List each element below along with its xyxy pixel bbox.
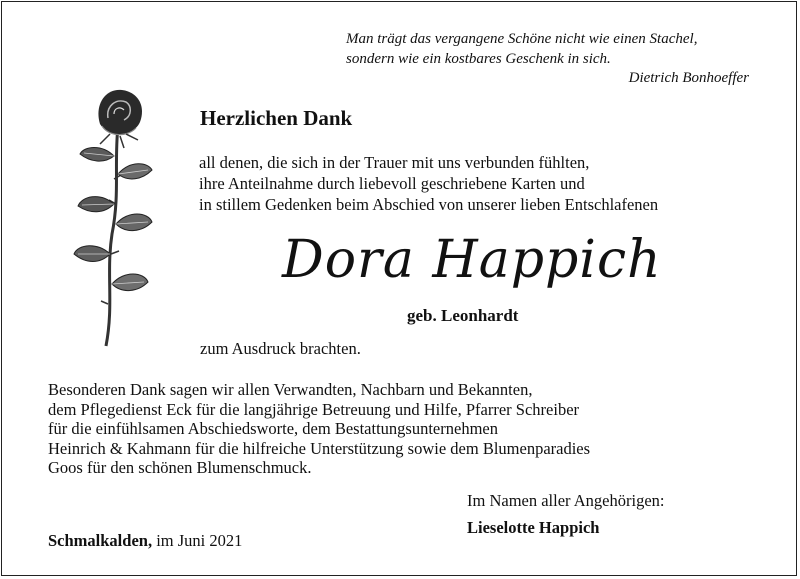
behalf-line: Im Namen aller Angehörigen: (467, 491, 665, 510)
heading: Herzlichen Dank (200, 106, 353, 130)
maiden-name: geb. Leonhardt (407, 306, 519, 325)
quote-line: sondern wie ein kostbares Geschenk in sich. (346, 51, 611, 67)
notice-frame (1, 1, 797, 576)
thanks-text (48, 380, 768, 478)
thanks-line: Besonderen Dank sagen wir allen Verwandten, Nachbarn und Bekannten, (48, 380, 533, 399)
thanks-line: Heinrich & Kahmann für die hilfreiche Unterstützung sowie dem Blumenparadies (48, 438, 591, 458)
closing-line: zum Ausdruck brachten. (200, 339, 361, 358)
quote-author: Dietrich Bonhoeffer (628, 70, 749, 86)
quote-line: Man trägt das vergangene Schöne nicht wie einen Stachel, (346, 31, 698, 47)
place: Schmalkalden, (48, 531, 153, 550)
intro-line: ihre Anteilnahme durch liebevoll geschriebene Karten und (199, 174, 585, 193)
thanks-line: für die einfühlsamen Abschiedsworte, dem Bestattungsunternehmen (48, 419, 498, 438)
intro-text (199, 152, 759, 215)
thanks-line: dem Pflegedienst Eck für die langjährige Betreuung und Hilfe, Pfarrer Schreiber (48, 399, 580, 419)
intro-line: all denen, die sich in der Trauer mit uns verbunden fühlten, (199, 153, 590, 172)
deceased-name: Dora Happich (282, 230, 662, 290)
quote (346, 29, 754, 69)
thanks-line: Goos für den schönen Blumenschmuck. (48, 458, 312, 477)
date: im Juni 2021 (156, 531, 243, 550)
place-date (48, 531, 242, 551)
rose-icon (70, 84, 160, 352)
signer-name: Lieselotte Happich (467, 518, 600, 537)
intro-line: in stillem Gedenken beim Abschied von unserer lieben Entschlafenen (199, 195, 659, 214)
